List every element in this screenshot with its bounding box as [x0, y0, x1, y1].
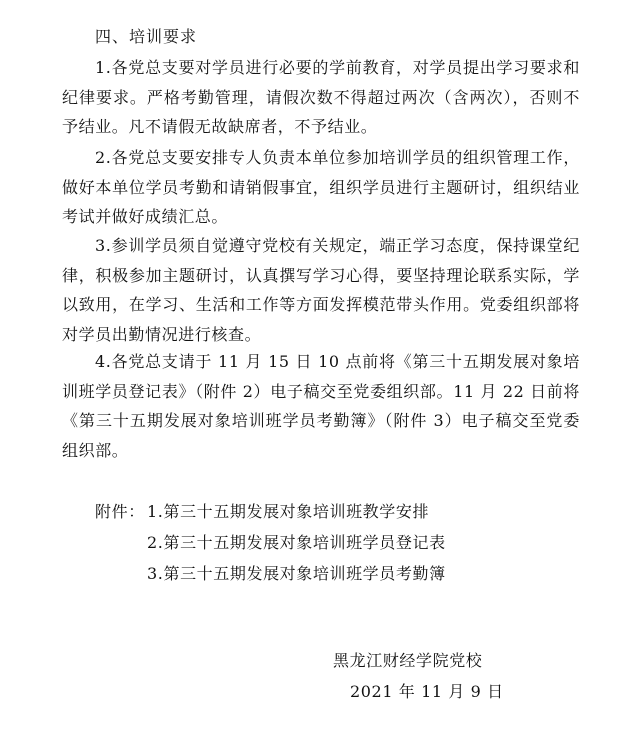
attachment-item-1: 1.第三十五期发展对象培训班教学安排: [147, 502, 430, 521]
requirement-paragraph-1: 1.各党总支要对学员进行必要的学前教育，对学员提出学习要求和纪律要求。严格考勤管理，请假次数不得超过两次（含两次），否则不予结业。凡不请假无故缺席者，不予结业。: [62, 58, 580, 136]
requirement-paragraph-4: 4.各党总支请于 11 月 15 日 10 点前将《第三十五期发展对象培训班学员登记表》（附件 2）电子稿交至党委组织部。11 月 22 日前将《第三十五期发展对象培训班学员考勤簿》（附件 3）电子稿交至党委组织部。: [62, 352, 580, 460]
requirement-paragraph-2: 2.各党总支要安排专人负责本单位参加培训学员的组织管理工作，做好本单位学员考勤和请销假事宜，组织学员进行主题研讨，组织结业考试并做好成绩汇总。: [62, 148, 580, 226]
signature-date: 2021 年 11 月 9 日: [350, 682, 504, 701]
attachments-label: 附件：: [95, 502, 145, 521]
requirement-paragraph-3: 3.参训学员须自觉遵守党校有关规定，端正学习态度，保持课堂纪律，积极参加主题研讨，认真撰写学习心得，要坚持理论联系实际，学以致用，在学习、生活和工作等方面发挥模范带头作用。党委组织部将对学员出勤情况进行核查。: [62, 236, 580, 344]
signature-organization: 黑龙江财经学院党校: [333, 651, 483, 670]
attachment-item-2: 2.第三十五期发展对象培训班学员登记表: [147, 533, 446, 552]
attachment-item-3: 3.第三十五期发展对象培训班学员考勤簿: [147, 564, 446, 583]
section-heading: 四、培训要求: [95, 27, 198, 46]
